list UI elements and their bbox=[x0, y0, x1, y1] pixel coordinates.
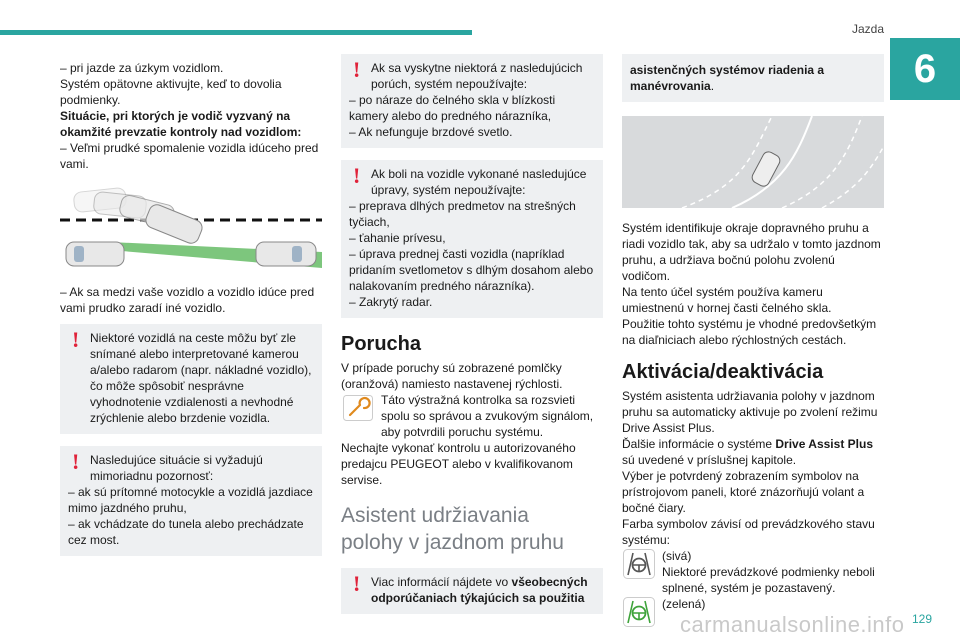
text-symbols: Výber je potvrdený zobrazením symbolov na prístrojovom paneli, ktoré znázorňujú volant a bočné čiary. bbox=[622, 469, 865, 515]
warning-item: – úprava prednej časti vozidla (napríklad pridaním svetlometov s dlhým dosahom alebo nalakovaním predného nárazníka). bbox=[349, 247, 594, 293]
text-auto-activation: Systém asistenta udržiavania polohy v jazdnom pruhu sa automaticky aktivuje po zvolení režimu Drive Assist Plus. bbox=[622, 389, 878, 435]
warning-item: – po náraze do čelného skla v blízkosti kamery alebo do predného nárazníka, bbox=[349, 93, 556, 123]
heading-lane-keeping: Asistent udržiavania polohy v jazdnom pruhu bbox=[341, 504, 564, 554]
chapter-number: 6 bbox=[890, 38, 960, 100]
warning-item: – ak sú prítomné motocykle a vozidlá jazdiace mimo jazdného pruhu, bbox=[68, 485, 313, 515]
text-symbol-color: Farba symbolov závisí od prevádzkového stavu systému: bbox=[622, 517, 875, 547]
top-accent-bar bbox=[0, 30, 472, 35]
cut-in-illustration bbox=[60, 176, 322, 276]
text-camera: Na tento účel systém používa kameru umiestnenú v hornej časti čelného skla. bbox=[622, 285, 832, 315]
lane-assist-grey-icon bbox=[622, 548, 656, 580]
page-number: 129 bbox=[912, 612, 933, 626]
lane-assist-green-icon bbox=[622, 596, 656, 628]
warning-icon: ! bbox=[72, 449, 80, 474]
text-highways: Použitie tohto systému je vhodné predovšetkým na diaľniciach alebo rýchlostných cestách. bbox=[622, 317, 877, 347]
warning-box-faults bbox=[341, 54, 603, 148]
warning-text-line1: Ak sa vyskytne niektorá z nasledujúcich bbox=[371, 61, 583, 75]
lane-keeping-illustration bbox=[622, 116, 884, 208]
fault-warning-row bbox=[341, 392, 603, 440]
warning-text-continued: asistenčných systémov riadenia a manévrovania. bbox=[630, 63, 825, 93]
warning-box-modifications bbox=[341, 160, 603, 318]
warning-text-line1: Niektoré vozidlá na ceste môžu byť zle bbox=[90, 331, 296, 345]
warning-item: – Ak nefunguje brzdové svetlo. bbox=[349, 125, 513, 139]
warning-text: Viac informácií nájdete vo všeobecných odporúčaniach týkajúcich sa použitia bbox=[371, 575, 588, 605]
green-symbol-label: (zelená) bbox=[662, 597, 706, 611]
warning-box-attention bbox=[60, 446, 322, 556]
grey-symbol-row bbox=[622, 548, 884, 596]
warning-text-rest: mimoriadnu pozornosť: bbox=[90, 469, 214, 483]
warning-icon: ! bbox=[353, 57, 361, 82]
warning-item: – ťahanie prívesu, bbox=[349, 231, 446, 245]
warning-text-line1: Nasledujúce situácie si vyžadujú bbox=[90, 453, 263, 467]
warning-box-general bbox=[341, 568, 603, 614]
heading-activation: Aktivácia/deaktivácia bbox=[622, 361, 824, 383]
warning-icon: ! bbox=[72, 327, 80, 352]
warning-text-rest: snímané alebo interpretované kamerou a/alebo radarom (napr. nákladné vozidlo), čo môže spôsobiť nesprávne vyhodnotenie vzdialenosti a nevhodné zrýchlenie alebo brzdenie vozidla. bbox=[90, 347, 312, 425]
warning-box-continued bbox=[622, 54, 884, 102]
text-lane-description: Systém identifikuje okraje dopravného pruhu a riadi vozidlo tak, aby sa udržalo v tomto jazdnom pruhu, a udržiava bočnú polohu zvolenú vodičom. bbox=[622, 221, 881, 283]
column-1 bbox=[60, 60, 322, 556]
warning-icon: ! bbox=[353, 163, 361, 188]
column-2 bbox=[341, 54, 603, 614]
warning-item: – Zakrytý radar. bbox=[349, 295, 433, 309]
text-reactivate: Systém opätovne aktivujte, keď to dovolia podmienky. bbox=[60, 77, 282, 107]
warning-text-rest: porúch, systém nepoužívajte: bbox=[371, 77, 528, 91]
text-drive-assist-info: Ďalšie informácie o systéme Drive Assist Plus sú uvedené v príslušnej kapitole. bbox=[622, 437, 873, 467]
text-narrow-vehicle: – pri jazde za úzkym vozidlom. bbox=[60, 61, 224, 75]
warning-item: – preprava dlhých predmetov na strešných tyčiach, bbox=[349, 199, 576, 229]
text-cut-in: – Ak sa medzi vaše vozidlo a vozidlo idúce pred vami prudko zaradí iné vozidlo. bbox=[60, 285, 315, 315]
text-situations-heading: Situácie, pri ktorých je vodič vyzvaný na okamžité prevzatie kontroly nad vozidlom: bbox=[60, 109, 302, 139]
warning-icon: ! bbox=[353, 571, 361, 596]
heading-fault: Porucha bbox=[341, 333, 422, 355]
text-fault-dashes: V prípade poruchy sú zobrazené pomlčky (oranžová) namiesto nastavenej rýchlosti. bbox=[341, 361, 563, 391]
section-title: Jazda bbox=[852, 22, 885, 36]
text-fault-light: Táto výstražná kontrolka sa rozsvieti spolu so správou a zvukovým signálom, aby potvrdili poruchu systému. bbox=[381, 393, 594, 439]
grey-symbol-description: Niektoré prevádzkové podmienky neboli splnené, systém je pozastavený. bbox=[662, 565, 875, 595]
warning-text-rest: úpravy, systém nepoužívajte: bbox=[371, 183, 526, 197]
text-sharp-deceleration: – Veľmi prudké spomalenie vozidla idúceho pred vami. bbox=[60, 141, 319, 171]
watermark: carmanualsonline.info bbox=[680, 612, 905, 637]
warning-text-line1: Ak boli na vozidle vykonané nasledujúce bbox=[371, 167, 587, 181]
grey-symbol-label: (sivá) bbox=[662, 549, 692, 563]
warning-box-detection bbox=[60, 324, 322, 434]
warning-item: – ak vchádzate do tunela alebo prechádzate cez most. bbox=[68, 517, 304, 547]
column-3 bbox=[622, 54, 884, 628]
text-fault-service: Nechajte vykonať kontrolu u autorizovaného predajcu PEUGEOT alebo v kvalifikovanom servise. bbox=[341, 441, 576, 487]
fault-wrench-icon bbox=[341, 392, 375, 424]
